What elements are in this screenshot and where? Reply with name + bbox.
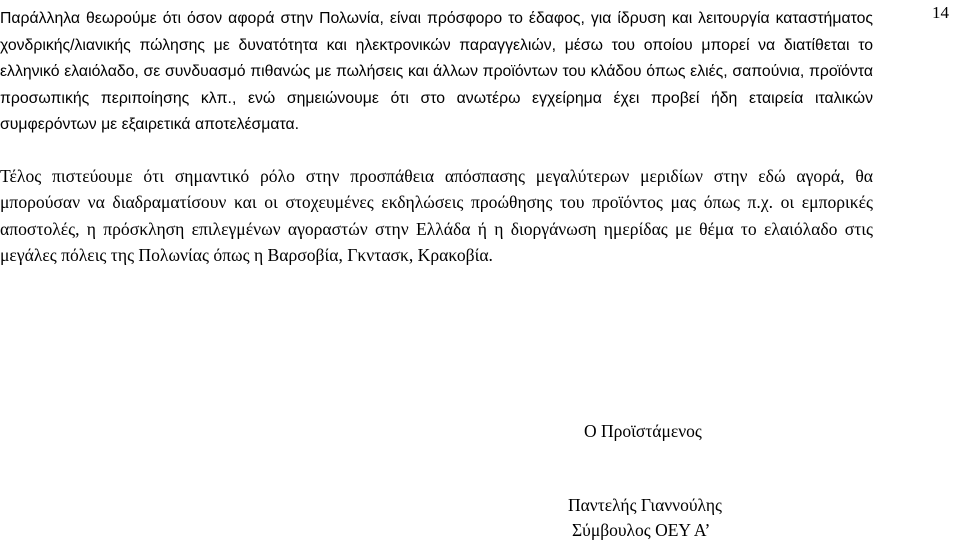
signature-title: Ο Προϊστάμενος — [584, 421, 702, 441]
paragraph-promotion-events: Τέλος πιστεύουμε ότι σημαντικό ρόλο στην προσπάθεια απόσπασης μεγαλύτερων μεριδίων στην εδώ αγορά, θα μπορούσαν να διαδραματίσουν και οι στοχευμένες εκδηλώσεις προώθησης του προϊόντος μας όπως π.χ. οι εμπορικές αποστολές, η πρόσκληση επιλεγμένων αγοραστών στην Ελλάδα ή η διοργάνωση ημερίδας με θέμα το ελαιόλαδο στις μεγάλες πόλεις της Πολωνίας όπως η Βαρσοβία, Γκντασκ, Κρακοβία. — [0, 165, 873, 265]
paragraph-poland-store: Παράλληλα θεωρούμε ότι όσον αφορά στην Πολωνία, είναι πρόσφορο το έδαφος, για ίδρυση και λειτουργία καταστήματος χονδρικής/λιανικής πώλησης με δυνατότητα και ηλεκτρονικών παραγγελιών, μέσω του οποίου μπορεί να διατίθεται το ελληνικό ελαιόλαδο, σε συνδυασμό πιθανώς με πωλήσεις και άλλων προϊόντων του κλάδου όπως ελιές, σαπούνια, προϊόντα προσωπικής περιποίησης κλπ., ενώ σημειώνουμε ότι στο ανωτέρω εγχείρημα έχει προβεί ήδη εταιρεία ιταλικών συμφερόντων με εξαιρετικά αποτελέσματα. — [0, 10, 873, 133]
document-body — [0, 6, 873, 269]
page-number: 14 — [932, 3, 949, 22]
signature-name: Παντελής Γιαννούλης — [568, 495, 722, 515]
signature-role: Σύμβουλος ΟΕΥ Α’ — [572, 520, 711, 540]
